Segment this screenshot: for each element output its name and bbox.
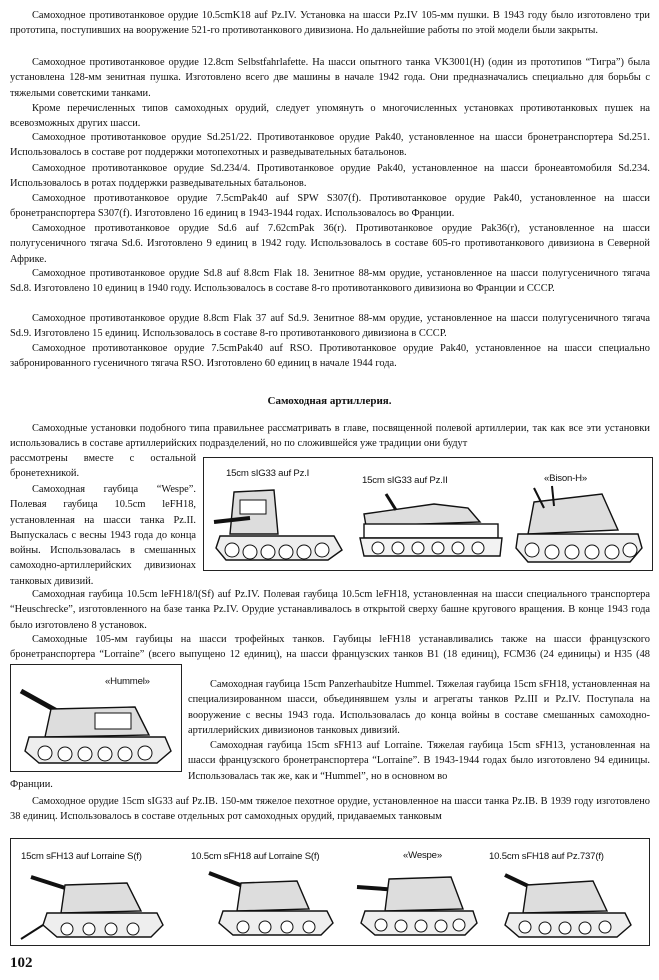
caption-sfh18-pz737: 10.5cm sFH18 auf Pz.737(f) <box>489 851 604 862</box>
vehicle-illustration-wespe <box>351 865 481 941</box>
vehicle-illustration-hummel <box>15 685 177 767</box>
figure-hummel <box>10 664 182 772</box>
figure-sig33-bison <box>203 457 653 571</box>
caption-sig33-pz2: 15cm sIG33 auf Pz.II <box>362 475 448 486</box>
paragraph-sd8-flak18: Самоходное противотанковое орудие Sd.8 auf 8.8cm Flak 18. Зенитное 88-мм орудие, установленное на шасси полугусеничного тягача Sd.8. Изготовлено 10 единиц в 1940 году. Использовалось в составе 8-го противотанкового дивизиона во Франции и СССР. <box>10 268 650 295</box>
paragraph-flak37-sd9: Самоходное противотанковое орудие 8.8cm Flak 37 auf Sd.9. Зенитное 88-мм орудие, установленное на шасси полугусеничного тягача Sd.9. Изготовлено 15 единиц. Использовалось в составе 8-го противотанкового дивизиона в СССР. <box>10 313 650 340</box>
paragraph-sd251-22: Самоходное противотанковое орудие Sd.251/22. Противотанковое орудие Pak40, установленное на шасси бронетранспортера Sd.251. Использовалось в составе рот поддержки мотопехотных и разведывательных батальонов. <box>10 132 650 159</box>
caption-sfh18-lorraine: 10.5cm sFH18 auf Lorraine S(f) <box>191 851 320 862</box>
paragraph-spw-s307: Самоходное противотанковое орудие 7.5cmPak40 auf SPW S307(f). Противотанковое орудие Pak40, установленное на шасси бронетранспортера S307(f). Изготовлено 16 единиц в 1943-1944 годах. Использовалось во Франции. <box>10 193 650 220</box>
paragraph-hummel: Самоходная гаубица 15cm Panzerhaubitze Hummel. Тяжелая гаубица 15cm sFH18, установленная на специализированном шасси, объединявшем узлы и агрегаты танков Pz.III и Pz.IV. Поступала на вооружение с весны 1943 года. Использовалась до конца войны в составе смешанных самоходно-артиллерийских дивизионов танковых дивизий. <box>188 679 650 736</box>
paragraph-wespe: Самоходная гаубица “Wespe”. Полевая гаубица 10.5cm leFH18, установленная на шасси танка Pz.II. Выпускалась с весны 1943 года до конца войны. Использовалась в смешанных самоходно-артиллерийских дивизионах танковых дивизий. <box>10 484 196 587</box>
vehicle-illustration-sig33-pz2 <box>356 492 506 564</box>
paragraph-sd234-4: Самоходное противотанковое орудие Sd.234/4. Противотанковое орудие Pak40, установленное на шасси бронеавтомобиля Sd.234. Использовалось в ротах поддержки разведывательных батальонов. <box>10 163 650 190</box>
caption-wespe: «Wespe» <box>403 850 442 861</box>
caption-sfh13-lorraine: 15cm sFH13 auf Lorraine S(f) <box>21 851 142 862</box>
paragraph-intro: Самоходные установки подобного типа правильнее рассматривать в главе, посвященной полевой артиллерии, так как все эти установки использовались в составе артиллерийских подразделений, но по сложившейся уже традиции они будут <box>10 423 650 450</box>
figure-bottom-howitzers <box>10 838 650 946</box>
vehicle-illustration-sig33-pz1 <box>210 482 345 564</box>
caption-sig33-pz1: 15cm sIG33 auf Pz.I <box>226 468 310 479</box>
vehicle-illustration-sfh18-pz737 <box>497 865 637 941</box>
paragraph-sfh13-lorraine-end: Франции. <box>10 779 53 790</box>
caption-bison: «Bison-H» <box>544 473 587 484</box>
paragraph-pak40-rso: Самоходное противотанковое орудие 7.5cmPak40 auf RSO. Противотанковое орудие Pak40, установленное на шасси специально забронированного гусеничного тягача RSO. Изготовлено 60 единиц в начале 1944 года. <box>10 343 650 370</box>
paragraph-12-8cm-selbstfahrlafette: Самоходное противотанковое орудие 12.8cm Selbstfahrlafette. На шасси опытного танка VK3001(H) (один из прототипов “Тигра”) была установлена 128-мм зенитная пушка. Изготовлено всего две машины в начале 1942 года. Они предназначались специально для борьбы с тяжелыми советскими танками. <box>10 57 650 99</box>
vehicle-illustration-bison <box>512 484 646 566</box>
paragraph-sd6-pak36: Самоходное противотанковое орудие Sd.6 auf 7.62cmPak 36(r). Противотанковое орудие Pak36(r), установленное на шасси полугусеничного тягача Sd.6. Изготовлено 9 единиц в 1942 году. Использовалось в составе 605-го противотанкового дивизиона в Северной Африке. <box>10 223 650 265</box>
paragraph-trophy-chassis: Самоходные 105-мм гаубицы на шасси трофейных танков. Гаубицы leFH18 устанавливались также на шасси французского бронетранспортера “Lorraine” (всего выпущено 12 единиц), на шасси французских танков B1 (18 единиц), FCM36 (24 единицы) и H35 (48 <box>10 634 650 661</box>
page-number: 102 <box>10 955 33 971</box>
paragraph-sig33-pz1b: Самоходное орудие 15cm sIG33 auf Pz.IB. 150-мм тяжелое пехотное орудие, установленное на шасси танка Pz.IB. В 1939 году изготовлено 38 единиц. Использовалось в составе отдельных рот самоходных орудий, придаваемых танковым <box>10 796 650 823</box>
paragraph-other-chassis: Кроме перечисленных типов самоходных орудий, следует упомянуть о многочисленных установках противотанковых пушек на всевозможных других шасси. <box>10 103 650 130</box>
paragraph-intro-continued: рассмотрены вместе с остальной бронетехникой. <box>10 453 196 480</box>
paragraph-10-5cm-k18: Самоходное противотанковое орудие 10.5cmK18 auf Pz.IV. Установка на шасси Pz.IV 105-мм пушки. В 1943 году было изготовлено три прототипа, поступивших на вооружение 521-го противотанкового дивизиона. Но дальнейшие работы по этой модели были закрыты. <box>10 10 650 37</box>
vehicle-illustration-sfh18-lorraine <box>197 867 347 941</box>
caption-hummel: «Hummel» <box>105 676 150 687</box>
section-heading: Самоходная артиллерия. <box>267 395 392 407</box>
vehicle-illustration-sfh13-lorraine <box>17 867 177 941</box>
paragraph-sfh13-lorraine: Самоходная гаубица 15cm sFH13 auf Lorraine. Тяжелая гаубица 15cm sFH13, установленная на шасси французского бронетранспортера “Lorraine”. В 1943-1944 годах было изготовлено 94 единицы. Использовалась так же, как и “Hummel”, но в основном во <box>188 740 650 782</box>
paragraph-lefh18-pz4: Самоходная гаубица 10.5cm leFH18/l(Sf) auf Pz.IV. Полевая гаубица 10.5cm leFH18, установленная на шасси специального транспортера “Heuschrecke”, изготовленного на базе танка Pz.IV. Орудие устанавливалось в открытой сверху башне кругового вращения. В конце 1943 года было изготовлено 8 установок. <box>10 589 650 631</box>
